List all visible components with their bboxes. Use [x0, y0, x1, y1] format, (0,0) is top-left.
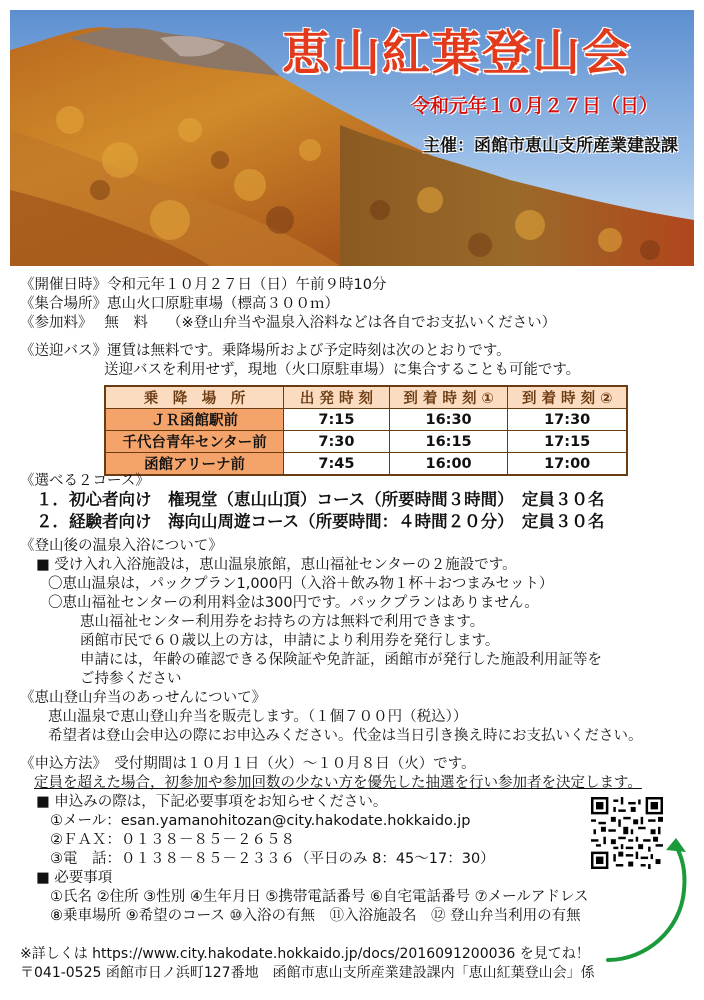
stop-name: ＪＲ函館駅前 [105, 409, 284, 431]
event-date: 令和元年１０月２７日（日） [411, 95, 659, 117]
required-heading: ■ 必要事項 [36, 870, 113, 886]
onsen-esan: 〇恵山温泉は，パックプラン1,000円（入浴＋飲み物１杯＋おつまみセット） [48, 576, 554, 592]
arrive2-time: 17:15 [508, 431, 627, 453]
table-header-row [105, 386, 627, 409]
apply-instructions: ■ 申込みの際は，下記必要事項をお知らせください。 [36, 794, 388, 810]
bento-sale: 恵山温泉で恵山登山弁当を販売します。（１個７００円（税込）） [48, 709, 468, 725]
apply-mail[interactable]: ①メール：esan.yamanohitozan@city.hakodate.hokkaido.jp [50, 813, 471, 829]
header-arrive1: 到 着 時 刻 ① [389, 386, 508, 409]
info-datetime: 《開催日時》令和元年１０月２７日（日）午前９時10分 [20, 277, 387, 293]
course-beginner: １．初心者向け 権現堂（恵山山頂）コース（所要時間３時間） 定員３０名 [36, 490, 605, 509]
hero-photo [10, 10, 694, 266]
apply-lottery-note: 定員を超えた場合，初参加や参加回数の少ない方を優先した抽選を行い参加者を決定します。 [34, 775, 642, 791]
onsen-heading: 《登山後の温泉入浴について》 [20, 538, 223, 554]
course-experienced: ２．経験者向け 海向山周遊コース（所要時間：４時間２０分） 定員３０名 [36, 512, 605, 531]
bus-intro: 《送迎バス》運賃は無料です。乗降場所および予定時刻は次のとおりです。 [20, 343, 511, 359]
info-meeting: 《集合場所》恵山火口原駐車場（標高３００ｍ） [20, 296, 339, 312]
table-row [105, 431, 627, 453]
header-depart: 出 発 時 刻 [284, 386, 390, 409]
required-items-1: ①氏名 ②住所 ③性別 ④生年月日 ⑤携帯電話番号 ⑥自宅電話番号 ⑦メールアドレス [50, 889, 589, 905]
depart-time: 7:30 [284, 431, 390, 453]
bento-heading: 《恵山登山弁当のあっせんについて》 [20, 690, 267, 706]
curved-arrow-icon [606, 820, 696, 965]
arrive1-time: 16:15 [389, 431, 508, 453]
arrive2-time: 17:30 [508, 409, 627, 431]
details-url-line[interactable]: ※詳しくは https://www.city.hakodate.hokkaido.jp/docs/2016091200036 を見てね！ [20, 946, 590, 962]
onsen-ticket: 恵山福祉センター利用券をお持ちの方は無料で利用できます。 [80, 614, 485, 630]
onsen-bring: ご持参ください [80, 671, 182, 687]
onsen-apply: 申請には，年齢の確認できる保険証や免許証，函館市が発行した施設利用証等を [80, 652, 602, 668]
apply-fax: ②ＦＡＸ：０１３８－８５－２６５８ [50, 832, 295, 848]
header-arrive2: 到 着 時 刻 ② [508, 386, 627, 409]
contact-address: 〒041-0525 函館市日ノ浜町127番地 函館市恵山支所産業建設課内「恵山紅葉登山会」係 [20, 965, 595, 981]
onsen-facilities: ■ 受け入れ入浴施設は，恵山温泉旅館，恵山福祉センターの２施設です。 [36, 557, 517, 573]
bus-note: 送迎バスを利用せず，現地（火口原駐車場）に集合することも可能です。 [104, 362, 581, 378]
onsen-welfare: 〇恵山福祉センターの利用料金は300円です。パックプランはありません。 [48, 595, 539, 611]
info-fee: 《参加料》 無 料 （※登山弁当や温泉入浴料などは各自でお支払いください） [20, 315, 557, 331]
courses-heading: 《選べる２コース》 [20, 473, 150, 489]
apply-tel: ③電 話：０１３８－８５－２３３６（平日のみ 8：45～17：30） [50, 851, 495, 867]
bus-timetable [104, 385, 628, 476]
depart-time: 7:45 [284, 453, 390, 476]
arrive1-time: 16:30 [389, 409, 508, 431]
table-row [105, 453, 627, 476]
depart-time: 7:15 [284, 409, 390, 431]
header-stop: 乗 降 場 所 [105, 386, 284, 409]
onsen-senior: 函館市民で６０歳以上の方は，申請により利用券を発行します。 [80, 633, 500, 649]
stop-name: 函館アリーナ前 [105, 453, 284, 476]
stop-name: 千代台青年センター前 [105, 431, 284, 453]
apply-heading: 《申込方法》 受付期間は１０月１日（火）～１０月８日（火）です。 [20, 756, 476, 772]
page-title: 恵山紅葉登山会 [282, 25, 633, 81]
table-row [105, 409, 627, 431]
arrive2-time: 17:00 [508, 453, 627, 476]
arrive1-time: 16:00 [389, 453, 508, 476]
organizer: 主催：函館市恵山支所産業建設課 [423, 136, 678, 156]
required-items-2: ⑧乗車場所 ⑨希望のコース ⑩入浴の有無 ⑪入浴施設名 ⑫ 登山弁当利用の有無 [50, 908, 581, 924]
bento-order: 希望者は登山会申込の際にお申込みください。代金は当日引き換え時にお支払いください。 [48, 728, 643, 744]
